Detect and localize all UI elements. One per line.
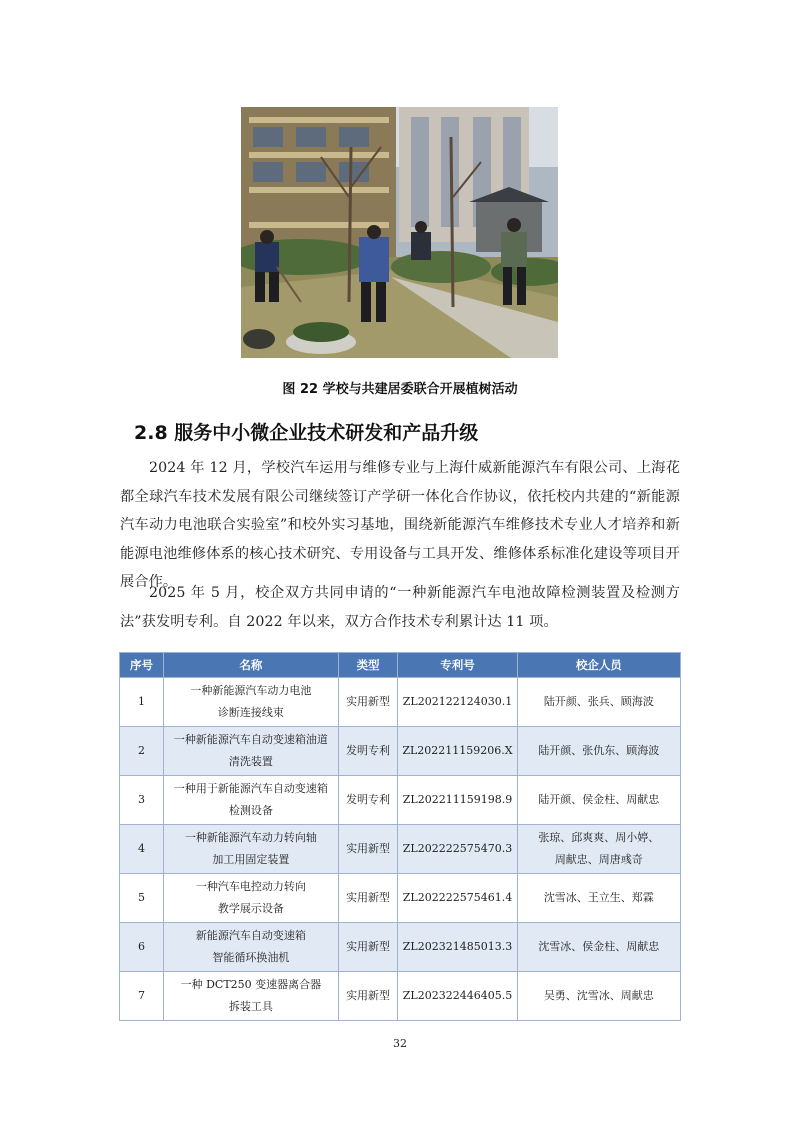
table-row [120, 678, 681, 727]
name-line: 检测设备 [228, 804, 273, 817]
row-type: 实用新型 [338, 972, 398, 1021]
name-line: 一种新能源汽车动力电池 [190, 684, 312, 697]
row-people [517, 923, 680, 972]
row-people [517, 678, 680, 727]
people-line: 沈雪冰、王立生、郑霖 [543, 891, 654, 904]
row-patent: ZL202222575470.3 [398, 825, 517, 874]
name-line: 新能源汽车自动变速箱 [195, 929, 306, 942]
row-people [517, 874, 680, 923]
table-row [120, 874, 681, 923]
people-line: 沈雪冰、侯金柱、周献忠 [538, 940, 660, 953]
table-row [120, 727, 681, 776]
name-line: 一种 DCT250 变速器离合器 [180, 978, 322, 991]
name-line: 一种用于新能源汽车自动变速箱 [173, 782, 328, 795]
photo-illustration [241, 107, 558, 358]
row-patent: ZL202211159206.X [398, 727, 517, 776]
table-row [120, 972, 681, 1021]
row-name [164, 678, 339, 727]
row-no: 2 [120, 727, 164, 776]
row-name [164, 972, 339, 1021]
row-name [164, 727, 339, 776]
people-line: 陆开颜、张仇东、顾海波 [538, 744, 660, 757]
row-no: 3 [120, 776, 164, 825]
people-line: 张琼、邱爽爽、周小婷、 [538, 831, 660, 844]
header-no: 序号 [120, 653, 164, 678]
row-no: 5 [120, 874, 164, 923]
row-type: 实用新型 [338, 678, 398, 727]
row-patent: ZL202321485013.3 [398, 923, 517, 972]
row-type: 发明专利 [338, 776, 398, 825]
header-name: 名称 [164, 653, 339, 678]
name-line: 一种新能源汽车自动变速箱油道 [173, 733, 328, 746]
row-no: 4 [120, 825, 164, 874]
name-line: 智能循环换油机 [212, 951, 290, 964]
row-people [517, 727, 680, 776]
name-line: 教学展示设备 [217, 902, 284, 915]
row-people [517, 825, 680, 874]
name-line: 一种汽车电控动力转向 [195, 880, 306, 893]
people-line: 吴勇、沈雪冰、周献忠 [543, 989, 654, 1002]
table-row [120, 825, 681, 874]
row-name [164, 776, 339, 825]
row-type: 发明专利 [338, 727, 398, 776]
row-name [164, 874, 339, 923]
row-type: 实用新型 [338, 923, 398, 972]
row-patent: ZL202211159198.9 [398, 776, 517, 825]
row-people [517, 776, 680, 825]
people-line: 陆开颜、侯金柱、周献忠 [538, 793, 660, 806]
figure-caption: 图 22 学校与共建居委联合开展植树活动 [282, 382, 518, 397]
name-line: 诊断连接线束 [217, 706, 284, 719]
row-type: 实用新型 [338, 825, 398, 874]
row-type: 实用新型 [338, 874, 398, 923]
tree-planting-photo [241, 107, 558, 358]
name-line: 加工用固定装置 [212, 853, 290, 866]
name-line: 清洗装置 [228, 755, 273, 768]
row-no: 6 [120, 923, 164, 972]
row-patent: ZL202322446405.5 [398, 972, 517, 1021]
row-name [164, 923, 339, 972]
header-patent: 专利号 [398, 653, 517, 678]
row-name [164, 825, 339, 874]
row-patent: ZL202122124030.1 [398, 678, 517, 727]
body-paragraph: 2024 年 12 月，学校汽车运用与维修专业与上海什威新能源汽车有限公司、上海花都全球汽车技术发展有限公司继续签订产学研一体化合作协议，依托校内共建的“新能源汽车动力电池联合实验室”和校外实习基地，围绕新能源汽车维修技术专业人才培养和新能源电池维修体系的核心技术研究、专用设备与工具开发、维修体系标准化建设等项目开展合作。 [120, 460, 680, 590]
table-row [120, 776, 681, 825]
patent-table [119, 652, 681, 1021]
name-line: 拆装工具 [228, 1000, 273, 1013]
people-line: 周献忠、周唐彧奇 [554, 853, 643, 866]
section-heading: 2.8 服务中小微企业技术研发和产品升级 [134, 422, 479, 444]
name-line: 一种新能源汽车动力转向轴 [184, 831, 317, 844]
body-paragraph: 2025 年 5 月，校企双方共同申请的“一种新能源汽车电池故障检测装置及检测方法”获发明专利。自 2022 年以来，双方合作技术专利累计达 11 项。 [120, 585, 680, 630]
header-people: 校企人员 [517, 653, 680, 678]
row-no: 7 [120, 972, 164, 1021]
page-number: 32 [393, 1037, 407, 1050]
header-type: 类型 [338, 653, 398, 678]
people-line: 陆开颜、张兵、顾海波 [543, 695, 654, 708]
row-people [517, 972, 680, 1021]
row-patent: ZL202222575461.4 [398, 874, 517, 923]
row-no: 1 [120, 678, 164, 727]
table-row [120, 923, 681, 972]
table-header-row [120, 653, 681, 678]
